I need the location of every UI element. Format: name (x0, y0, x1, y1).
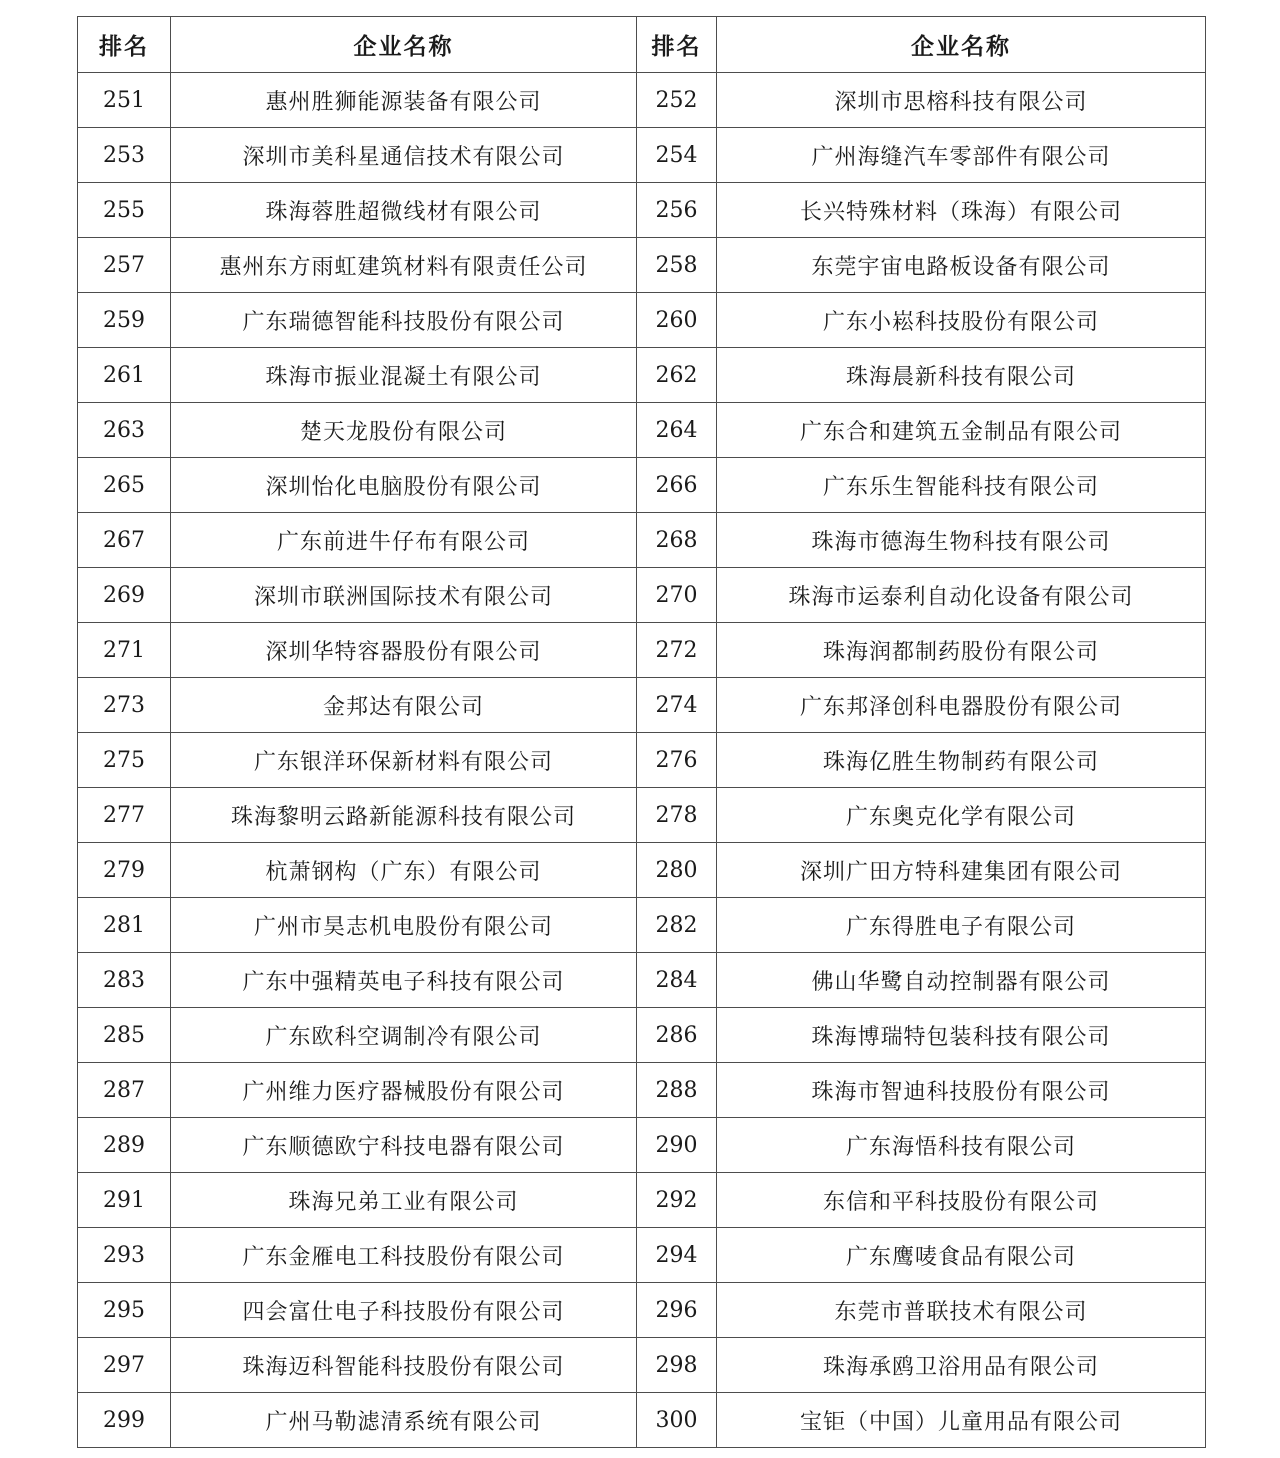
table-row (78, 568, 1206, 623)
company-cell-right: 珠海市运泰利自动化设备有限公司 (717, 568, 1206, 623)
company-cell-left: 惠州胜狮能源装备有限公司 (171, 73, 637, 128)
rank-cell-right: 298 (637, 1338, 717, 1393)
company-cell-left: 楚天龙股份有限公司 (171, 403, 637, 458)
company-cell-right: 长兴特殊材料（珠海）有限公司 (717, 183, 1206, 238)
table-header (78, 17, 1206, 73)
company-cell-right: 广东海悟科技有限公司 (717, 1118, 1206, 1173)
company-cell-left: 深圳市美科星通信技术有限公司 (171, 128, 637, 183)
rank-cell-right: 292 (637, 1173, 717, 1228)
table-row (78, 1338, 1206, 1393)
rank-cell-left: 253 (78, 128, 171, 183)
rank-cell-right: 286 (637, 1008, 717, 1063)
table-row (78, 73, 1206, 128)
rank-cell-left: 261 (78, 348, 171, 403)
rank-cell-left: 287 (78, 1063, 171, 1118)
company-cell-right: 广东小崧科技股份有限公司 (717, 293, 1206, 348)
company-cell-left: 广东金雁电工科技股份有限公司 (171, 1228, 637, 1283)
header-company-right: 企业名称 (717, 17, 1206, 73)
table-row (78, 183, 1206, 238)
rank-cell-right: 258 (637, 238, 717, 293)
company-cell-right: 珠海市智迪科技股份有限公司 (717, 1063, 1206, 1118)
company-cell-right: 东莞宇宙电路板设备有限公司 (717, 238, 1206, 293)
rank-cell-left: 251 (78, 73, 171, 128)
rank-cell-left: 267 (78, 513, 171, 568)
company-cell-right: 深圳市思榕科技有限公司 (717, 73, 1206, 128)
rank-cell-left: 299 (78, 1393, 171, 1448)
table-row (78, 953, 1206, 1008)
company-cell-right: 宝钜（中国）儿童用品有限公司 (717, 1393, 1206, 1448)
company-cell-left: 广州维力医疗器械股份有限公司 (171, 1063, 637, 1118)
ranking-table-container (77, 16, 1206, 1448)
company-cell-right: 深圳广田方特科建集团有限公司 (717, 843, 1206, 898)
company-cell-right: 东莞市普联技术有限公司 (717, 1283, 1206, 1338)
rank-cell-right: 294 (637, 1228, 717, 1283)
company-cell-right: 广东邦泽创科电器股份有限公司 (717, 678, 1206, 733)
rank-cell-right: 266 (637, 458, 717, 513)
table-row (78, 898, 1206, 953)
company-cell-left: 珠海兄弟工业有限公司 (171, 1173, 637, 1228)
table-row (78, 348, 1206, 403)
company-cell-left: 珠海蓉胜超微线材有限公司 (171, 183, 637, 238)
rank-cell-left: 293 (78, 1228, 171, 1283)
company-cell-left: 广州马勒滤清系统有限公司 (171, 1393, 637, 1448)
table-row (78, 1283, 1206, 1338)
rank-cell-right: 270 (637, 568, 717, 623)
rank-cell-left: 259 (78, 293, 171, 348)
company-cell-right: 广东得胜电子有限公司 (717, 898, 1206, 953)
rank-cell-left: 283 (78, 953, 171, 1008)
company-cell-left: 广东瑞德智能科技股份有限公司 (171, 293, 637, 348)
rank-cell-right: 260 (637, 293, 717, 348)
table-row (78, 1228, 1206, 1283)
company-cell-right: 珠海博瑞特包装科技有限公司 (717, 1008, 1206, 1063)
company-cell-left: 金邦达有限公司 (171, 678, 637, 733)
table-row (78, 788, 1206, 843)
company-cell-right: 东信和平科技股份有限公司 (717, 1173, 1206, 1228)
company-cell-left: 惠州东方雨虹建筑材料有限责任公司 (171, 238, 637, 293)
rank-cell-left: 273 (78, 678, 171, 733)
company-cell-right: 珠海晨新科技有限公司 (717, 348, 1206, 403)
company-cell-left: 珠海迈科智能科技股份有限公司 (171, 1338, 637, 1393)
rank-cell-left: 263 (78, 403, 171, 458)
rank-cell-right: 296 (637, 1283, 717, 1338)
rank-cell-right: 300 (637, 1393, 717, 1448)
table-row (78, 843, 1206, 898)
rank-cell-left: 289 (78, 1118, 171, 1173)
company-cell-right: 广东乐生智能科技有限公司 (717, 458, 1206, 513)
table-row (78, 403, 1206, 458)
table-row (78, 623, 1206, 678)
rank-cell-right: 256 (637, 183, 717, 238)
table-row (78, 458, 1206, 513)
rank-cell-left: 291 (78, 1173, 171, 1228)
rank-cell-right: 274 (637, 678, 717, 733)
rank-cell-left: 281 (78, 898, 171, 953)
table-row (78, 513, 1206, 568)
rank-cell-left: 285 (78, 1008, 171, 1063)
rank-cell-right: 262 (637, 348, 717, 403)
rank-cell-left: 269 (78, 568, 171, 623)
rank-cell-right: 290 (637, 1118, 717, 1173)
rank-cell-right: 254 (637, 128, 717, 183)
table-row (78, 1118, 1206, 1173)
rank-cell-left: 277 (78, 788, 171, 843)
rank-cell-left: 257 (78, 238, 171, 293)
company-cell-left: 广东顺德欧宁科技电器有限公司 (171, 1118, 637, 1173)
company-cell-left: 深圳怡化电脑股份有限公司 (171, 458, 637, 513)
company-cell-left: 珠海黎明云路新能源科技有限公司 (171, 788, 637, 843)
company-cell-left: 深圳市联洲国际技术有限公司 (171, 568, 637, 623)
company-cell-right: 广东奥克化学有限公司 (717, 788, 1206, 843)
rank-cell-left: 271 (78, 623, 171, 678)
company-cell-left: 四会富仕电子科技股份有限公司 (171, 1283, 637, 1338)
rank-cell-left: 265 (78, 458, 171, 513)
company-cell-left: 广东欧科空调制冷有限公司 (171, 1008, 637, 1063)
company-cell-left: 广东前进牛仔布有限公司 (171, 513, 637, 568)
rank-cell-right: 278 (637, 788, 717, 843)
rank-cell-right: 252 (637, 73, 717, 128)
company-cell-left: 广东银洋环保新材料有限公司 (171, 733, 637, 788)
company-ranking-table (77, 16, 1206, 1448)
header-rank-left: 排名 (78, 17, 171, 73)
company-cell-right: 珠海润都制药股份有限公司 (717, 623, 1206, 678)
table-row (78, 1393, 1206, 1448)
rank-cell-left: 297 (78, 1338, 171, 1393)
rank-cell-right: 280 (637, 843, 717, 898)
rank-cell-left: 255 (78, 183, 171, 238)
table-row (78, 238, 1206, 293)
rank-cell-left: 275 (78, 733, 171, 788)
rank-cell-left: 295 (78, 1283, 171, 1338)
rank-cell-right: 264 (637, 403, 717, 458)
table-row (78, 1008, 1206, 1063)
company-cell-right: 广州海缝汽车零部件有限公司 (717, 128, 1206, 183)
company-cell-left: 杭萧钢构（广东）有限公司 (171, 843, 637, 898)
company-cell-right: 珠海市德海生物科技有限公司 (717, 513, 1206, 568)
company-cell-right: 珠海亿胜生物制药有限公司 (717, 733, 1206, 788)
company-cell-left: 珠海市振业混凝土有限公司 (171, 348, 637, 403)
company-cell-left: 广东中强精英电子科技有限公司 (171, 953, 637, 1008)
rank-cell-right: 282 (637, 898, 717, 953)
table-body (78, 73, 1206, 1448)
company-cell-right: 广东合和建筑五金制品有限公司 (717, 403, 1206, 458)
header-company-left: 企业名称 (171, 17, 637, 73)
table-row (78, 1063, 1206, 1118)
rank-cell-right: 268 (637, 513, 717, 568)
company-cell-right: 广东鹰唛食品有限公司 (717, 1228, 1206, 1283)
company-cell-left: 广州市昊志机电股份有限公司 (171, 898, 637, 953)
table-row (78, 128, 1206, 183)
rank-cell-right: 276 (637, 733, 717, 788)
table-row (78, 293, 1206, 348)
table-row (78, 733, 1206, 788)
header-row (78, 17, 1206, 73)
rank-cell-left: 279 (78, 843, 171, 898)
table-row (78, 1173, 1206, 1228)
table-row (78, 678, 1206, 733)
company-cell-right: 珠海承鸥卫浴用品有限公司 (717, 1338, 1206, 1393)
company-cell-left: 深圳华特容器股份有限公司 (171, 623, 637, 678)
company-cell-right: 佛山华鹭自动控制器有限公司 (717, 953, 1206, 1008)
rank-cell-right: 288 (637, 1063, 717, 1118)
rank-cell-right: 272 (637, 623, 717, 678)
header-rank-right: 排名 (637, 17, 717, 73)
rank-cell-right: 284 (637, 953, 717, 1008)
